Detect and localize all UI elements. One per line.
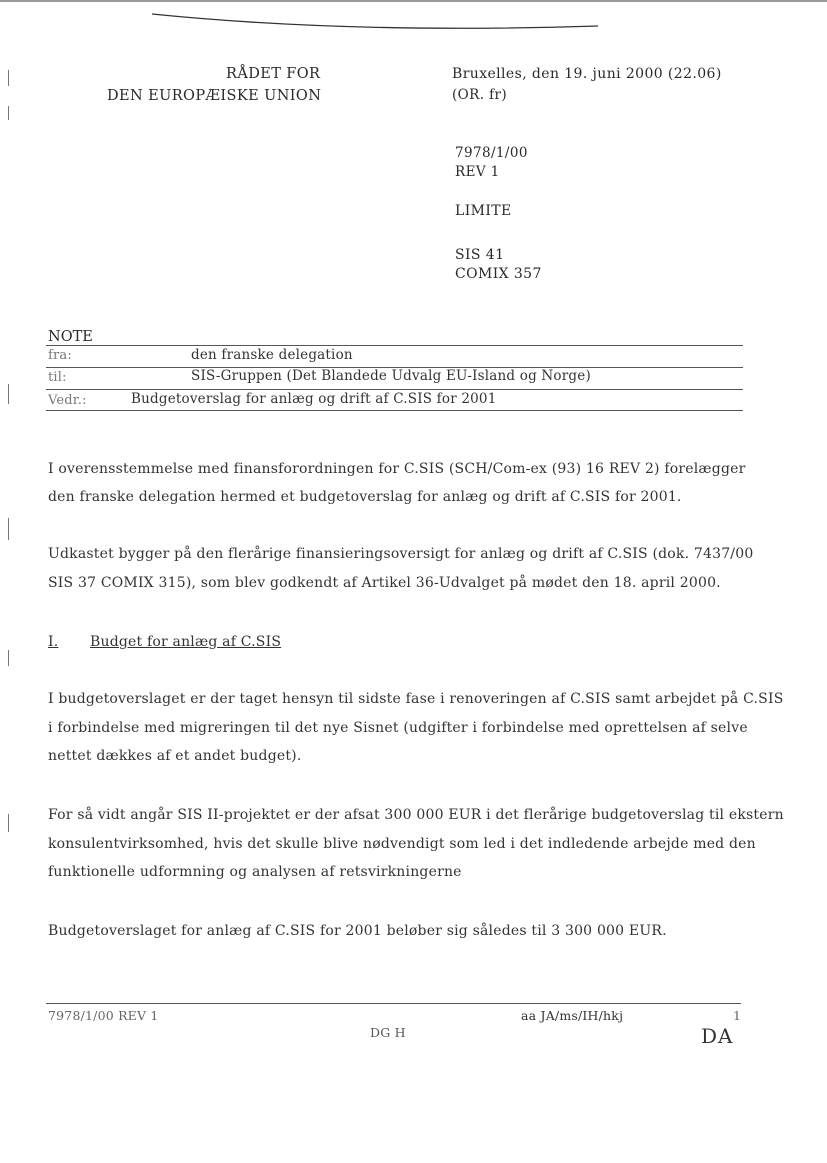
footer-rule xyxy=(46,1003,741,1004)
paragraph-4-line-1: For så vidt angår SIS II-projektet er der afsat 300 000 EUR i det flerårige budgetoverslag til ekstern xyxy=(48,807,784,823)
paragraph-2-line-1: Udkastet bygger på den flerårige finansieringsoversigt for anlæg og drift af C.SIS (dok. 7437/00 xyxy=(48,546,754,562)
top-scan-edge xyxy=(0,0,827,2)
council-name-line2: DEN EUROPÆISKE UNION xyxy=(107,88,322,104)
paragraph-3-line-1: I budgetoverslaget er der taget hensyn til sidste fase i renoveringen af C.SIS samt arbejdet på C.SIS xyxy=(48,691,784,707)
section-title: Budget for anlæg af C.SIS xyxy=(90,634,282,650)
left-scan-mark xyxy=(8,518,9,540)
top-stroke-line xyxy=(150,8,600,32)
footer-doc-reference: 7978/1/00 REV 1 xyxy=(48,1008,159,1023)
note-to-label: til: xyxy=(48,370,67,385)
note-from-label: fra: xyxy=(48,348,72,363)
comix-code: COMIX 357 xyxy=(455,266,542,282)
note-bottom-rule xyxy=(46,410,743,411)
classification-label: LIMITE xyxy=(455,203,512,219)
left-scan-mark xyxy=(8,814,9,832)
note-to-value: SIS-Gruppen (Det Blandede Udvalg EU-Island og Norge) xyxy=(191,368,591,384)
footer-directorate: DG H xyxy=(370,1025,406,1040)
date-line: Bruxelles, den 19. juni 2000 (22.06) xyxy=(452,66,722,82)
paragraph-4-line-3: funktionelle udformning og analysen af retsvirkningerne xyxy=(48,864,462,880)
note-from-value: den franske delegation xyxy=(191,347,353,363)
paragraph-4-line-2: konsulentvirksomhed, hvis det skulle blive nødvendigt som led i det indledende arbejde med den xyxy=(48,836,756,852)
left-scan-mark xyxy=(8,70,9,86)
paragraph-1-line-2: den franske delegation hermed et budgetoverslag for anlæg og drift af C.SIS for 2001. xyxy=(48,489,682,505)
revision-label: REV 1 xyxy=(455,164,500,180)
note-top-rule xyxy=(46,345,743,346)
council-name-line1: RÅDET FOR xyxy=(226,66,321,82)
original-language: (OR. fr) xyxy=(452,87,507,103)
paragraph-3-line-2: i forbindelse med migreringen til det nye Sisnet (udgifter i forbindelse med oprettelsen af selve xyxy=(48,720,748,736)
left-scan-mark xyxy=(8,106,9,120)
paragraph-1-line-1: I overensstemmelse med finansforordningen for C.SIS (SCH/Com-ex (93) 16 REV 2) forelægger xyxy=(48,461,746,477)
section-number: I. xyxy=(48,634,59,650)
note-subject-label: Vedr.: xyxy=(48,393,87,408)
left-scan-mark xyxy=(8,384,9,404)
footer-initials: aa JA/ms/IH/hkj xyxy=(521,1008,624,1023)
paragraph-3-line-3: nettet dækkes af et andet budget). xyxy=(48,748,302,764)
note-subject-value: Budgetoverslag for anlæg og drift af C.SIS for 2001 xyxy=(131,391,497,407)
paragraph-2-line-2: SIS 37 COMIX 315), som blev godkendt af Artikel 36-Udvalget på mødet den 18. april 2000. xyxy=(48,575,721,591)
note-rule xyxy=(46,389,743,390)
paragraph-5: Budgetoverslaget for anlæg af C.SIS for 2001 beløber sig således til 3 300 000 EUR. xyxy=(48,923,667,939)
document-number: 7978/1/00 xyxy=(455,145,528,161)
note-title: NOTE xyxy=(48,329,93,345)
left-scan-mark xyxy=(8,650,9,666)
footer-language-code: DA xyxy=(701,1024,734,1048)
footer-page-number: 1 xyxy=(733,1008,742,1023)
sis-code: SIS 41 xyxy=(455,247,505,263)
